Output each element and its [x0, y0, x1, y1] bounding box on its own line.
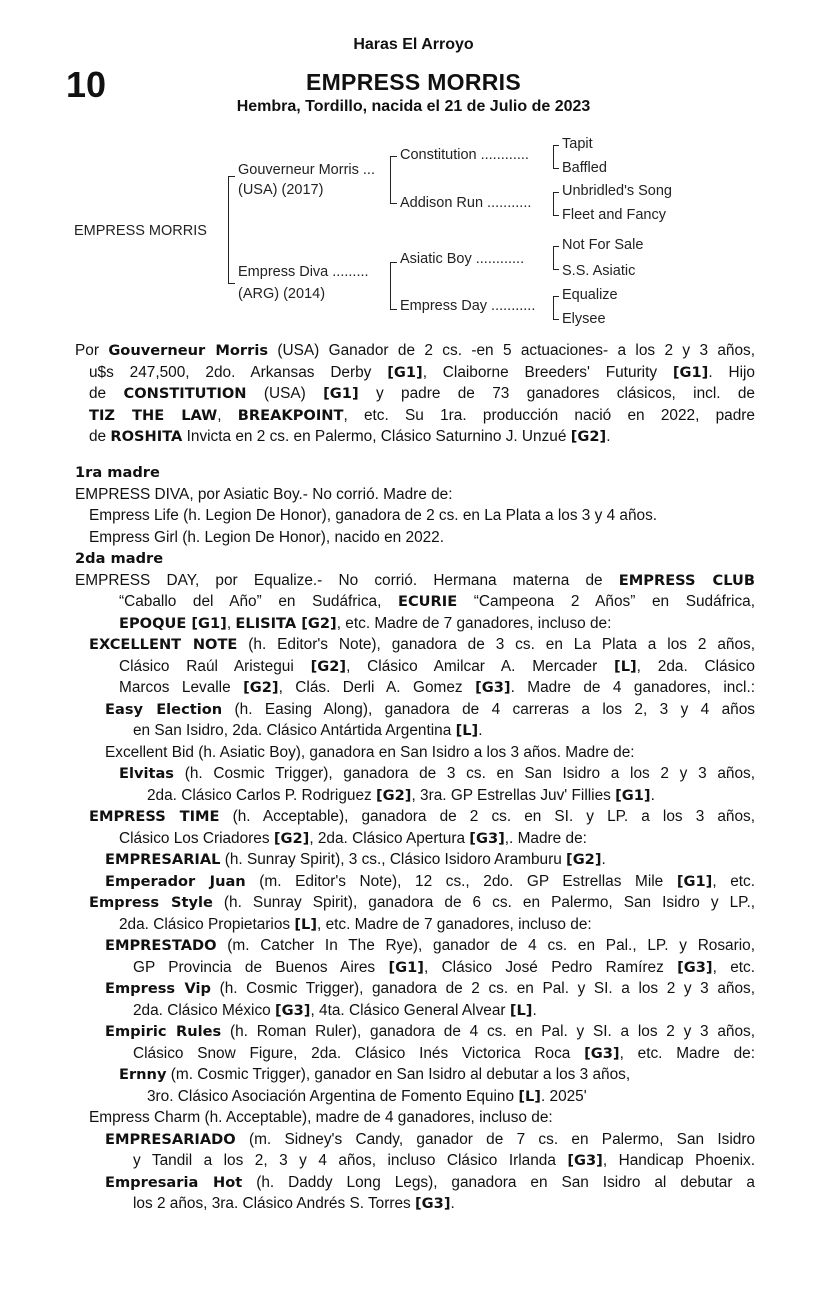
- produce-entry: Empress Girl (h. Legion De Honor), nacido en 2022.: [89, 528, 445, 546]
- bracket-dam: [390, 262, 397, 310]
- produce-entry: EMPRESTADO (m. Catcher In The Rye), ganador de 4 cs. en Pal., LP. y Rosario,: [105, 937, 755, 954]
- produce-entry: EMPRESARIADO (m. Sidney's Candy, ganador de 7 cs. en Palermo, San Isidro: [105, 1130, 755, 1148]
- produce-entry: Excellent Bid (h. Asiatic Boy), ganadora en San Isidro a los 3 años. Madre de:: [105, 743, 635, 761]
- pedigree-sds: Unbridled's Song: [562, 183, 672, 199]
- produce-entry: Ernny (m. Cosmic Trigger), ganador en San Isidro al debutar a los 3 años,: [119, 1066, 631, 1083]
- sire-paragraph: [75, 340, 755, 448]
- pedigree-ddd: Elysee: [562, 311, 606, 327]
- sire-line: TIZ THE LAW, BREAKPOINT, etc. Su 1ra. producción nació en 2022, padre: [89, 406, 755, 424]
- pedigree-dd: Empress Day ...........: [400, 298, 536, 314]
- produce-entry: Empress Vip (h. Cosmic Trigger), ganadora de 2 cs. en Pal. y SI. a los 2 y 3 años,: [105, 980, 755, 997]
- pedigree-dam-origin: (ARG) (2014): [238, 286, 326, 302]
- bracket-sd: [553, 192, 559, 216]
- produce-entry: Emperador Juan (m. Editor's Note), 12 cs., 2do. GP Estrellas Mile [G1], etc.: [105, 872, 756, 890]
- sire-line: de CONSTITUTION (USA) [G1] y padre de 73 ganadores clásicos, incl. de: [89, 385, 755, 402]
- sire-name: Gouverneur Morris: [108, 342, 269, 359]
- produce-entry: Empiric Rules (h. Roman Ruler), ganadora de 4 cs. en Pal. y SI. a los 2 y 3 años,: [105, 1023, 755, 1040]
- pedigree-dam: Empress Diva .........: [238, 264, 369, 280]
- farm-name: Haras El Arroyo: [353, 36, 474, 53]
- bracket-sire: [390, 156, 397, 204]
- produce-entry: EXCELLENT NOTE (h. Editor's Note), ganadora de 3 cs. en La Plata a los 2 años,: [89, 636, 755, 653]
- horse-description: Hembra, Tordillo, nacida el 21 de Julio de 2023: [236, 98, 591, 115]
- bracket-gen1: [228, 176, 235, 284]
- second-dam-section: 2da madre EMPRESS DAY, por Equalize.- No corrió. Hermana materna de EMPRESS CLUB “Caballo del Año” en Sudáfrica, ECURIE “Campeona 2 Años” en Sudáfrica, EPOQUE [G1], ELISITA [G2], etc. Madre de 7 ganadores, incluso de: EXCELLENT NOTE (h. Editor's Note), ganadora de 3 cs. en La Plata a los 2 años, Clásico Raúl Aristegui [G2], Clásico Amilcar A. Mercader [L], 2da. Clásico Marcos Levalle [G2], Clás. Derli A. Gomez [G3]. Madre de 4 ganadores, incl.: Easy Election (h. Easing Along), ganadora de 4 carreras a los 2, 3 y 4 años en San Isidro, 2da. Clásico Antártida Argentina [L]. Excellent Bid (h. Asiatic Boy), ganadora en San Isidro a los 3 años. Madre de: Elvitas (h. Cosmic Trigger), ganadora de 3 cs. en San Isidro a los 2 y 3 años, 2da. Clásico Carlos P. Rodriguez [G2], 3ra. GP Estrellas Juv' Fillies [G1]. EMPRESS TIME (h. Acceptable), ganadora de 2 cs. en SI. y LP. a los 3 años, Clásico Los Criadores [G2], 2da. Clásico Apertura [G3],. Madre de: EMPRESARIAL (h. Sunray Spirit), 3 cs., Clásico Isidoro Aramburu [G2]. Emperador Juan (m. Editor's Note), 12 cs., 2do. GP Estrellas Mile [G1], etc. Empress Style (h. Sunray Spirit), ganadora de 6 cs. en Palermo, San Isidro y LP., 2da. Clásico Propietarios [L], etc. Madre de 7 ganadores, incluso de: EMPRESTADO (m. Catcher In The Rye), ganador de 4 cs. en Pal., LP. y Rosario, GP Provincia de Buenos Aires [G1], Clásico José Pedro Ramírez [G3], etc. Empress Vip (h. Cosmic Trigger), ganadora de 2 cs. en Pal. y SI. a los 2 y 3 años, 2da. Clásico México [G3], 4ta. Clásico General Alvear [L]. Empiric Rules (h. Roman Ruler), ganadora de 4 cs. en Pal. y SI. a los 2 y 3 años, Clásico Snow Figure, 2da. Clásico Inés Victorica Roca [G3], etc. Madre de: Ernny (m. Cosmic Trigger), ganador en San Isidro al debutar a los 3 años, 3ro. Clásico Asociación Argentina de Fomento Equino [L]. 2025' Empress Charm (h. Acceptable), madre de 4 ganadores, incluso de: EMPRESARIADO (m. Sidney's Candy, ganador de 7 cs. en Palermo, San Isidro y Tandil a los 2, 3 y 4 años, incluso Clásico Irlanda [G3], Handicap Phoenix. Empresaria Hot (h. Daddy Long Legs), ganadora en San Isidro al debutar a los 2 años, 3ra. Clásico Andrés S. Torres [G3].: [75, 550, 756, 1212]
- pedigree-ds: Asiatic Boy ............: [400, 251, 525, 267]
- pedigree-sdd: Fleet and Fancy: [562, 207, 666, 223]
- pedigree-ssd: Baffled: [562, 160, 607, 176]
- produce-entry: Empress Charm (h. Acceptable), madre de 4 ganadores, incluso de:: [89, 1109, 553, 1126]
- sire-line: u$s 247,500, 2do. Arkansas Derby [G1], Claiborne Breeders' Futurity [G1]. Hijo: [89, 363, 755, 381]
- produce-entry: Empress Style (h. Sunray Spirit), ganadora de 6 cs. en Palermo, San Isidro y LP.,: [89, 894, 755, 911]
- lot-number: 10: [66, 64, 107, 105]
- pedigree-dss: Not For Sale: [562, 237, 644, 253]
- first-dam-section: [75, 462, 755, 548]
- pedigree-subject: EMPRESS MORRIS: [74, 223, 207, 239]
- produce-entry: Elvitas (h. Cosmic Trigger), ganadora de 3 cs. en San Isidro a los 2 y 3 años,: [119, 765, 755, 782]
- pedigree-dds: Equalize: [562, 287, 618, 303]
- sire-line: de ROSHITA Invicta en 2 cs. en Palermo, Clásico Saturnino J. Unzué [G2].: [89, 428, 611, 445]
- horse-name: EMPRESS MORRIS: [305, 69, 522, 95]
- pedigree-sire: Gouverneur Morris ...: [238, 162, 375, 178]
- first-dam-heading: 1ra madre: [75, 464, 160, 481]
- second-dam-heading: 2da madre: [75, 550, 164, 567]
- second-dam-intro: EMPRESS DAY, por Equalize.- No corrió. Hermana materna de EMPRESS CLUB: [75, 571, 755, 589]
- pedigree-sss: Tapit: [562, 136, 593, 152]
- produce-entry: EMPRESS TIME (h. Acceptable), ganadora de 2 cs. en SI. y LP. a los 3 años,: [89, 808, 755, 825]
- produce-entry: EMPRESARIAL (h. Sunray Spirit), 3 cs., Clásico Isidoro Aramburu [G2].: [105, 851, 606, 868]
- sire-line: Por Gouverneur Morris (USA) Ganador de 2 cs. -en 5 actuaciones- a los 2 y 3 años,: [75, 342, 756, 359]
- bracket-ss: [553, 145, 559, 169]
- pedigree-sd: Addison Run ...........: [400, 195, 532, 211]
- produce-entry: Empress Life (h. Legion De Honor), ganadora de 2 cs. en La Plata a los 3 y 4 años.: [89, 507, 658, 524]
- bracket-dd: [553, 296, 559, 320]
- first-dam-intro: EMPRESS DIVA, por Asiatic Boy.- No corrió. Madre de:: [75, 485, 453, 503]
- pedigree-dsd: S.S. Asiatic: [562, 263, 636, 279]
- bracket-ds: [553, 246, 559, 270]
- produce-entry: Easy Election (h. Easing Along), ganadora de 4 carreras a los 2, 3 y 4 años: [105, 700, 755, 718]
- produce-entry: Empresaria Hot (h. Daddy Long Legs), ganadora en San Isidro al debutar a: [105, 1173, 755, 1191]
- pedigree-ss: Constitution ............: [400, 147, 529, 163]
- pedigree-sire-origin: (USA) (2017): [238, 182, 324, 198]
